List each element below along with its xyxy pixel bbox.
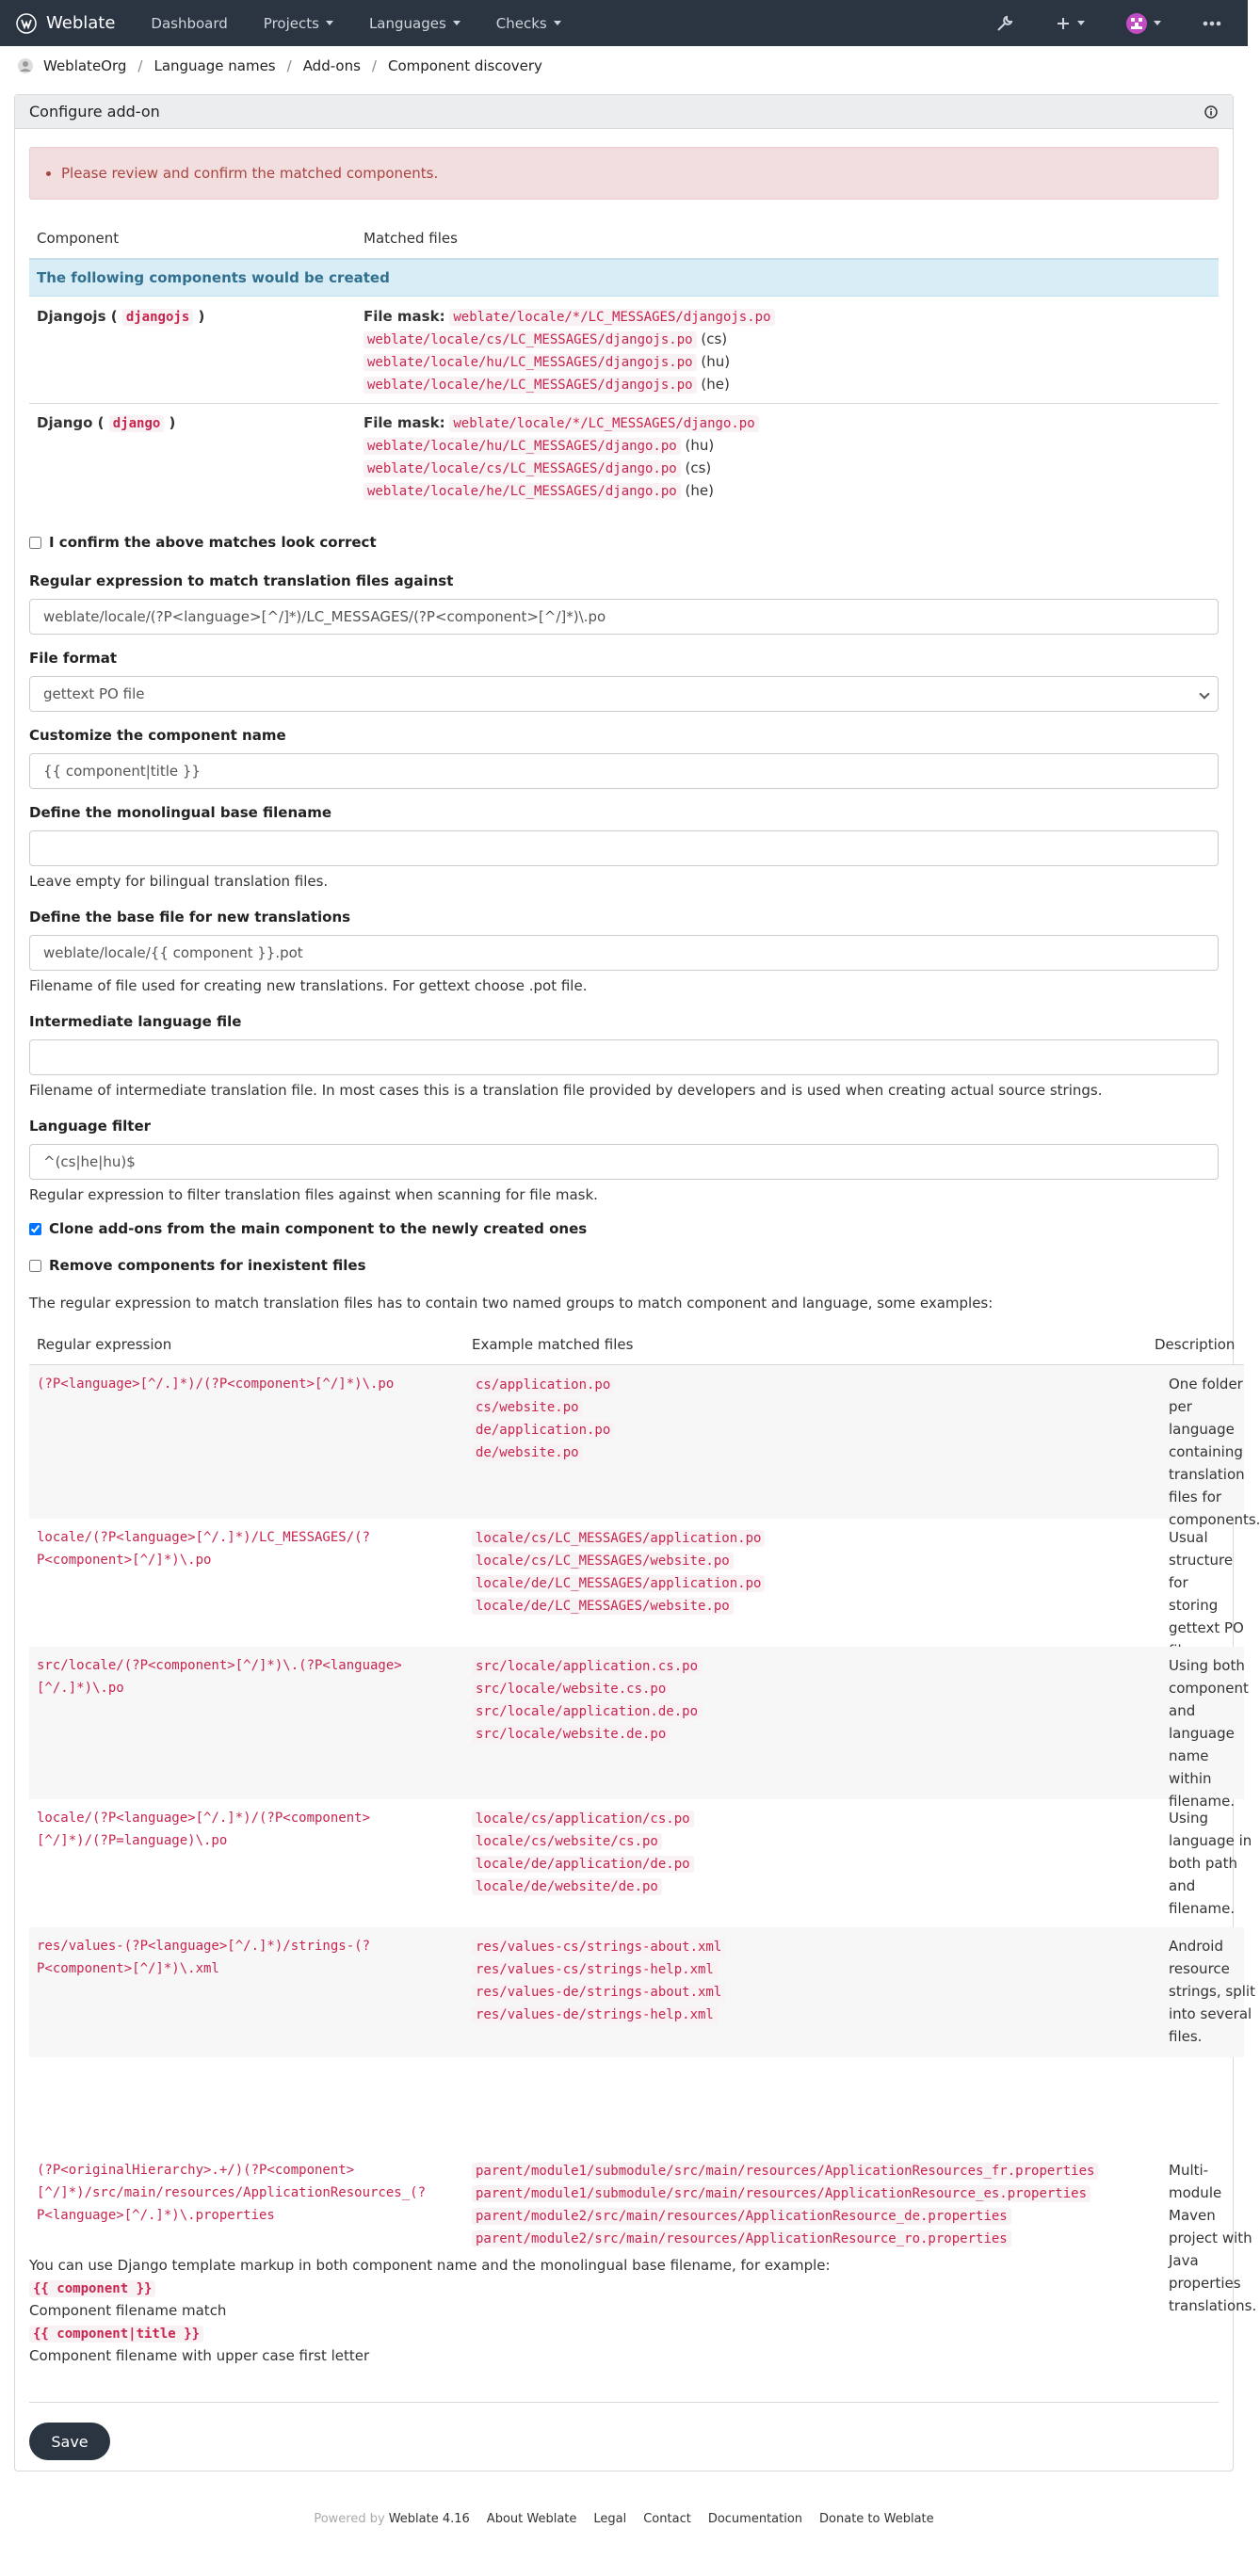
- example-description-line: language: [1169, 1725, 1235, 1742]
- example-description-line: Multi-: [1169, 2162, 1209, 2179]
- example-regex-line: [^/]*)/src/main/resources/ApplicationResources_(?: [37, 2185, 427, 2200]
- example-file: src/locale/application.cs.po: [472, 1658, 702, 1675]
- example-regex-line: [^/.]*)\.po: [37, 1681, 124, 1696]
- example-regex-line: src/locale/(?P<component>[^/]*)\.(?P<language>: [37, 1658, 402, 1673]
- matched-file-lang: (cs): [685, 459, 712, 476]
- example-regex-line: locale/(?P<language>[^/.]*)/LC_MESSAGES/(?: [37, 1530, 371, 1545]
- example-files: [472, 1935, 725, 2025]
- component-name-text: Django: [37, 414, 93, 431]
- example-description: [1169, 1654, 1255, 1812]
- intermediate-help: Filename of intermediate translation file. In most cases this is a translation file provided by developers and is used when creating actual source strings.: [29, 1082, 1103, 1099]
- component-name-label: Customize the component name: [29, 727, 286, 744]
- example-description-line: Using: [1169, 1810, 1208, 1827]
- example-description-line: structure for: [1169, 1552, 1234, 1591]
- configure-addon-panel: [14, 94, 1260, 2471]
- remove-components-row[interactable]: [29, 1257, 366, 1274]
- example-description: [1169, 1373, 1260, 1531]
- col-header-matched-files: Matched files: [363, 230, 458, 247]
- example-description-line: component: [1169, 1680, 1249, 1697]
- example-regex-line: locale/(?P<language>[^/.]*)/(?P<component>: [37, 1811, 371, 1826]
- component-name-value: {{ component|title }}: [43, 763, 201, 780]
- caret-down-icon: [1154, 21, 1161, 25]
- example-description-line: files.: [1169, 2028, 1203, 2045]
- weblate-logo-icon: [16, 13, 37, 34]
- footer: [0, 2512, 1248, 2526]
- matched-file: [363, 482, 714, 499]
- example-regex-line: (?P<language>[^/.]*)/(?P<component>[^/]*)\.po: [37, 1377, 395, 1392]
- wrench-icon[interactable]: [995, 14, 1014, 33]
- matched-file-lang: (cs): [701, 330, 728, 347]
- example-file: src/locale/application.de.po: [472, 1703, 702, 1720]
- example-description-line: project with: [1169, 2230, 1252, 2246]
- example-regex: [37, 1526, 432, 1571]
- example-description-line: Usual: [1169, 1529, 1208, 1546]
- example-description-line: gettext PO: [1169, 1619, 1244, 1636]
- example-description-line: resource: [1169, 1960, 1230, 1977]
- matched-file-lang: (hu): [701, 353, 731, 370]
- example-description-line: properties: [1169, 2275, 1241, 2292]
- matched-file: [363, 353, 730, 370]
- example-regex-line: (?P<originalHierarchy>.+/)(?P<component>: [37, 2163, 355, 2178]
- template-example-desc: Component filename with upper case first letter: [29, 2347, 370, 2364]
- component-slug: djangojs: [122, 309, 193, 326]
- example-description-line: and: [1169, 1877, 1196, 1894]
- example-file: locale/cs/LC_MESSAGES/application.po: [472, 1530, 765, 1547]
- example-description-line: into several: [1169, 2005, 1252, 2022]
- footer-powered-by: Powered by: [314, 2512, 385, 2526]
- example-description-line: storing: [1169, 1597, 1219, 1614]
- example-regex-line: res/values-(?P<language>[^/.]*)/strings-(?: [37, 1939, 371, 1954]
- example-description-line: translations.: [1169, 2297, 1257, 2314]
- file-mask: weblate/locale/*/LC_MESSAGES/djangojs.po: [449, 309, 774, 326]
- example-files: [472, 1373, 614, 1463]
- example-file: locale/de/LC_MESSAGES/website.po: [472, 1598, 734, 1615]
- example-file: src/locale/website.de.po: [472, 1726, 670, 1743]
- example-description-line: language in: [1169, 1832, 1252, 1849]
- add-menu[interactable]: [1056, 16, 1085, 31]
- file-mask-label: File mask:: [363, 308, 445, 325]
- confirm-label: I confirm the above matches look correct: [49, 534, 377, 551]
- new-base-value: weblate/locale/{{ component }}.pot: [43, 944, 303, 961]
- matched-file-lang: (he): [701, 376, 730, 393]
- examples-intro: The regular expression to match translation files has to contain two named groups to match component and language, some examples:: [29, 1295, 993, 1312]
- template-example-code: {{ component }}: [29, 2280, 155, 2297]
- more-icon[interactable]: [1203, 21, 1221, 26]
- footer-link-donate[interactable]: Donate to Weblate: [819, 2512, 934, 2526]
- example-description: [1169, 2159, 1255, 2317]
- matched-file: [363, 459, 711, 476]
- info-row-text: The following components would be created: [37, 269, 390, 286]
- file-format-value: gettext PO file: [43, 685, 145, 702]
- file-mask: weblate/locale/*/LC_MESSAGES/django.po: [449, 415, 758, 432]
- example-file: cs/application.po: [472, 1377, 614, 1393]
- examples-header-files: Example matched files: [472, 1336, 634, 1353]
- example-description: [1169, 1807, 1255, 1920]
- footer-link-documentation[interactable]: Documentation: [707, 2512, 803, 2526]
- breadcrumb-separator: /: [286, 57, 292, 74]
- matched-file: [363, 376, 730, 393]
- example-file: parent/module1/submodule/src/main/resources/ApplicationResources_fr.properties: [472, 2163, 1098, 2180]
- info-row: [29, 259, 1219, 297]
- example-description-line: strings, split: [1169, 1983, 1255, 2000]
- template-help-intro: You can use Django template markup in both component name and the monolingual base filename, for example:: [29, 2257, 831, 2274]
- avatar: [1126, 13, 1147, 34]
- example-regex: [37, 1373, 432, 1395]
- caret-down-icon: [326, 21, 333, 25]
- new-base-help: Filename of file used for creating new translations. For gettext choose .pot file.: [29, 977, 588, 994]
- remove-components-checkbox[interactable]: [29, 1260, 41, 1272]
- example-description: [1169, 1935, 1255, 2048]
- matched-file-path: weblate/locale/cs/LC_MESSAGES/djangojs.po: [363, 331, 697, 348]
- template-example-code: {{ component|title }}: [29, 2326, 203, 2343]
- example-description-line: Java: [1169, 2252, 1199, 2269]
- example-description-line: name within: [1169, 1747, 1212, 1787]
- user-menu[interactable]: [1126, 13, 1161, 34]
- caret-down-icon: [453, 21, 460, 25]
- example-file: locale/cs/application/cs.po: [472, 1811, 694, 1827]
- example-file: locale/de/LC_MESSAGES/application.po: [472, 1575, 765, 1592]
- language-filter-input[interactable]: [29, 1144, 1219, 1180]
- caret-down-icon: [554, 21, 561, 25]
- example-file: locale/de/application/de.po: [472, 1856, 694, 1873]
- clone-addons-row[interactable]: [29, 1220, 587, 1237]
- file-format-select[interactable]: [29, 676, 1219, 712]
- example-row: [29, 1647, 1249, 1810]
- regex-label: Regular expression to match translation files against: [29, 572, 454, 589]
- example-row: [29, 1799, 1252, 1927]
- confirm-checkbox-row[interactable]: [29, 534, 377, 551]
- example-description-line: per language: [1169, 1398, 1235, 1438]
- example-file: src/locale/website.cs.po: [472, 1681, 670, 1698]
- example-file: de/website.po: [472, 1444, 583, 1461]
- base-filename-label: Define the monolingual base filename: [29, 804, 332, 821]
- organization-icon: [17, 57, 34, 74]
- component-name-input[interactable]: [29, 753, 1219, 789]
- matched-file-path: weblate/locale/cs/LC_MESSAGES/django.po: [363, 460, 681, 477]
- example-file: locale/cs/LC_MESSAGES/website.po: [472, 1553, 734, 1570]
- nav-checks[interactable]: [496, 15, 561, 32]
- example-regex-line: P<language>[^/.]*)\.properties: [37, 2208, 275, 2223]
- example-description-line: Android: [1169, 1938, 1223, 1955]
- example-file: locale/de/website/de.po: [472, 1878, 662, 1895]
- regex-input-value: weblate/locale/(?P<language>[^/]*)/LC_MESSAGES/(?P<component>[^/]*)\.po: [43, 608, 606, 625]
- example-regex: [37, 1807, 432, 1852]
- example-description-line: module: [1169, 2184, 1222, 2201]
- example-description-line: filename.: [1169, 1793, 1236, 1810]
- nav-languages-label: Languages: [368, 14, 446, 32]
- component-slug: django: [109, 415, 165, 432]
- brand-name: Weblate: [46, 13, 116, 33]
- remove-components-label: Remove components for inexistent files: [49, 1257, 366, 1274]
- example-description-line: One folder: [1169, 1376, 1243, 1393]
- plus-icon: [1056, 16, 1071, 31]
- file-format-label: File format: [29, 650, 118, 667]
- example-file: res/values-cs/strings-about.xml: [472, 1939, 725, 1956]
- save-button[interactable]: [29, 2423, 110, 2460]
- breadcrumb-org[interactable]: WeblateOrg: [43, 57, 127, 74]
- breadcrumb-current[interactable]: Component discovery: [387, 57, 542, 74]
- example-description-line: and: [1169, 1702, 1196, 1719]
- new-base-input[interactable]: [29, 935, 1219, 971]
- example-row: [29, 1365, 1260, 1528]
- nav-projects[interactable]: [264, 15, 333, 32]
- base-filename-help: Leave empty for bilingual translation files.: [29, 873, 329, 890]
- example-file: res/values-de/strings-about.xml: [472, 1984, 725, 2001]
- footer-link-version[interactable]: Weblate 4.16: [388, 2512, 470, 2526]
- nav-dashboard[interactable]: [151, 15, 227, 32]
- nav-dashboard-label: Dashboard: [151, 14, 228, 32]
- matched-file: [363, 437, 714, 454]
- breadcrumb-addons[interactable]: Add-ons: [302, 57, 361, 74]
- examples-header-regex: Regular expression: [37, 1336, 172, 1353]
- example-regex: [37, 1935, 432, 1980]
- clone-addons-label: Clone add-ons from the main component to the newly created ones: [49, 1220, 588, 1237]
- example-files: [472, 2159, 1098, 2249]
- confirm-checkbox[interactable]: [29, 537, 41, 549]
- example-regex-line: P<component>[^/]*)\.po: [37, 1553, 212, 1568]
- component-name-text: Djangojs: [37, 308, 106, 325]
- example-description-line: filename.: [1169, 1900, 1236, 1917]
- example-description-line: Maven: [1169, 2207, 1216, 2224]
- examples-header-description: Description: [1155, 1336, 1236, 1353]
- breadcrumb-project[interactable]: Language names: [153, 57, 276, 74]
- breadcrumb-separator: /: [137, 57, 143, 74]
- example-file: parent/module1/submodule/src/main/resources/ApplicationResource_es.properties: [472, 2185, 1090, 2202]
- matched-file-path: weblate/locale/hu/LC_MESSAGES/django.po: [363, 438, 681, 455]
- nav-projects-label: Projects: [263, 14, 319, 32]
- language-filter-label: Language filter: [29, 1118, 152, 1135]
- footer-link-about[interactable]: About Weblate: [486, 2512, 577, 2526]
- component-name: Djangojs ( djangojs ): [37, 308, 205, 325]
- example-regex: [37, 2159, 432, 2227]
- intermediate-input[interactable]: [29, 1039, 1219, 1075]
- template-example-desc: Component filename match: [29, 2302, 227, 2319]
- brand-logo[interactable]: [16, 13, 115, 34]
- example-description-line: files for: [1169, 1489, 1222, 1505]
- save-button-label: Save: [51, 2432, 89, 2451]
- alert-message: • Please review and confirm the matched components.: [61, 165, 438, 182]
- top-navbar: [0, 0, 1248, 46]
- example-description-line: both path: [1169, 1855, 1237, 1872]
- language-filter-value: ^(cs|he|hu)$: [43, 1153, 136, 1170]
- example-file: de/application.po: [472, 1422, 614, 1439]
- matched-file-lang: (hu): [685, 437, 715, 454]
- example-file: locale/cs/website/cs.po: [472, 1833, 662, 1850]
- language-filter-help: Regular expression to filter translation files against when scanning for file mask.: [29, 1186, 598, 1203]
- example-row: [29, 1927, 1255, 2057]
- panel-title: Configure add-on: [29, 103, 160, 121]
- example-description-line: components.: [1169, 1511, 1260, 1528]
- breadcrumb-separator: /: [371, 57, 377, 74]
- col-header-component: Component: [37, 230, 120, 247]
- matched-file: [363, 330, 727, 347]
- component-name: Django ( django ): [37, 414, 176, 431]
- nav-checks-label: Checks: [495, 14, 547, 32]
- matched-file-lang: (he): [685, 482, 714, 499]
- base-filename-input[interactable]: [29, 830, 1219, 866]
- info-icon[interactable]: [1204, 105, 1218, 122]
- example-file: res/values-cs/strings-help.xml: [472, 1961, 718, 1978]
- example-description-line: translation: [1169, 1466, 1245, 1483]
- example-regex-line: [^/]*)/(?P=language)\.po: [37, 1833, 228, 1848]
- matched-file-path: weblate/locale/hu/LC_MESSAGES/djangojs.po: [363, 354, 697, 371]
- breadcrumb: [17, 55, 542, 77]
- example-file: parent/module2/src/main/resources/ApplicationResource_ro.properties: [472, 2230, 1011, 2247]
- example-regex-line: P<component>[^/]*)\.xml: [37, 1961, 219, 1976]
- nav-languages[interactable]: [369, 15, 460, 32]
- example-files: [472, 1654, 702, 1745]
- clone-addons-checkbox[interactable]: [29, 1223, 41, 1235]
- intermediate-label: Intermediate language file: [29, 1013, 242, 1030]
- error-alert: [29, 147, 1219, 200]
- matched-file-path: weblate/locale/he/LC_MESSAGES/django.po: [363, 483, 681, 500]
- footer-link-contact[interactable]: Contact: [643, 2512, 691, 2526]
- example-file: cs/website.po: [472, 1399, 583, 1416]
- example-description-line: containing: [1169, 1443, 1243, 1460]
- regex-input[interactable]: [29, 599, 1219, 635]
- matched-file-path: weblate/locale/he/LC_MESSAGES/djangojs.po: [363, 377, 697, 394]
- example-description-line: Using both: [1169, 1657, 1245, 1674]
- example-files: [472, 1526, 765, 1617]
- footer-link-legal[interactable]: Legal: [593, 2512, 627, 2526]
- example-file: res/values-de/strings-help.xml: [472, 2006, 718, 2023]
- panel-heading: [15, 95, 1233, 129]
- example-regex: [37, 1654, 432, 1699]
- new-base-label: Define the base file for new translations: [29, 909, 351, 926]
- file-mask-label: File mask:: [363, 414, 445, 431]
- chevron-down-icon: [1199, 688, 1209, 699]
- caret-down-icon: [1077, 21, 1085, 25]
- example-row: [29, 1519, 1244, 1647]
- example-files: [472, 1807, 694, 1897]
- example-description: [1169, 1526, 1255, 1662]
- example-file: parent/module2/src/main/resources/ApplicationResource_de.properties: [472, 2208, 1011, 2225]
